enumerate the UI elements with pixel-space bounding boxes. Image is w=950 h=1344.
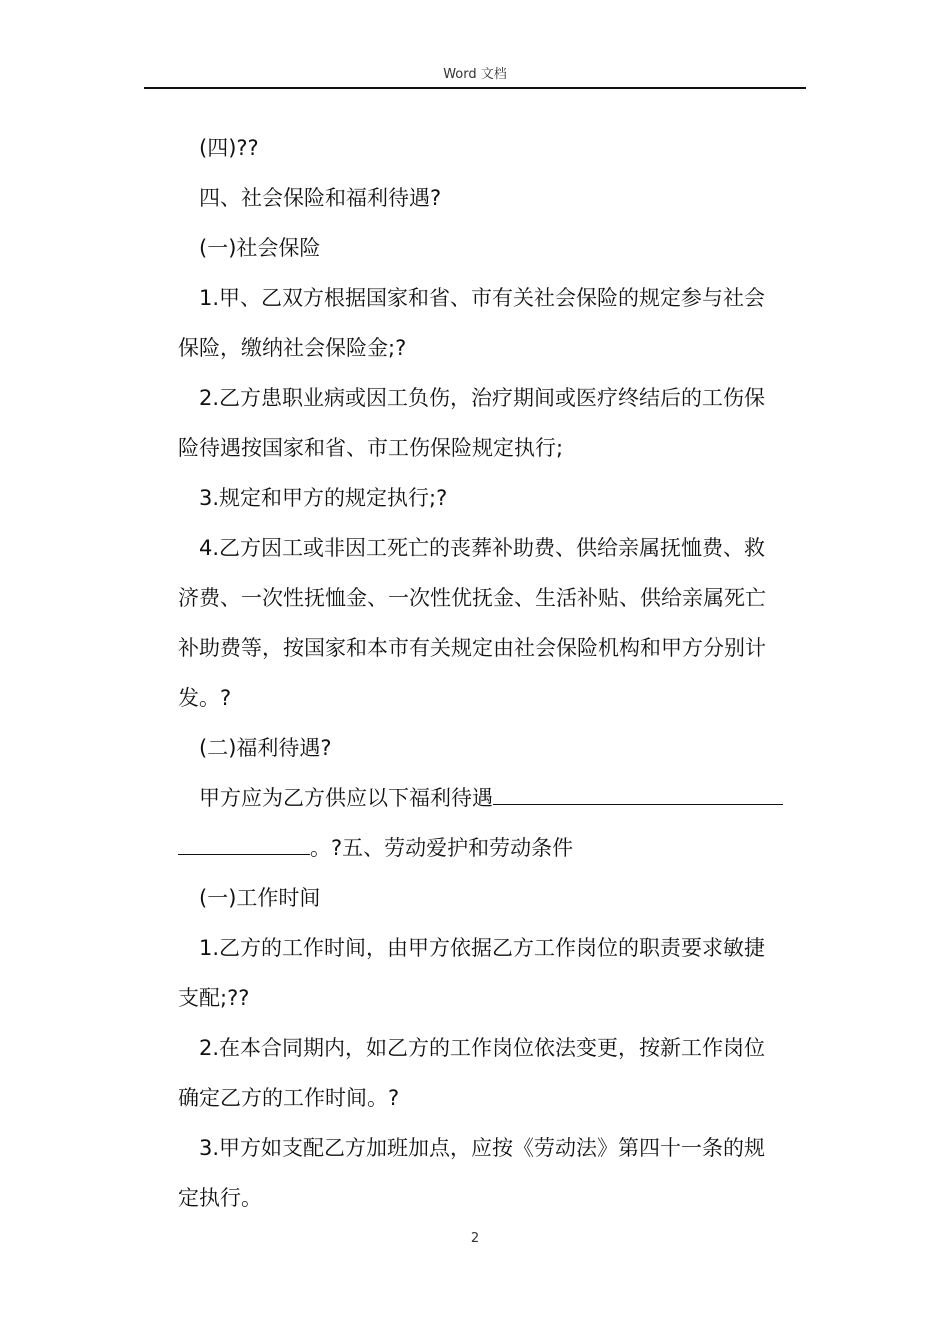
fill-blank-short <box>178 832 310 855</box>
paragraph-11-line-2: 支配;?? <box>178 986 250 1010</box>
paragraph-11-line-1: 1.乙方的工作时间，由甲方依据乙方工作岗位的职责要求敏捷 <box>199 936 766 960</box>
labor-protection-text: 。?五、劳动爱护和劳动条件 <box>310 836 574 860</box>
header-rule <box>144 87 806 89</box>
paragraph-4 <box>178 273 802 373</box>
paragraph-13-line-1: 3.甲方如支配乙方加班加点，应按《劳动法》第四十一条的规 <box>199 1136 766 1160</box>
paragraph-7-line-2: 济费、一次性抚恤金、一次性优抚金、生活补贴、供给亲属死亡 <box>178 586 766 610</box>
paragraph-9 <box>178 773 802 873</box>
paragraph-5-line-2: 险待遇按国家和省、市工伤保险规定执行; <box>178 436 564 460</box>
paragraph-3 <box>178 223 802 273</box>
paragraph-13-line-2: 定执行。 <box>178 1186 262 1210</box>
paragraph-1 <box>178 123 802 173</box>
paragraph-6 <box>178 473 802 523</box>
paragraph-7 <box>178 523 802 723</box>
paragraph-9-line-1 <box>178 773 802 823</box>
paragraph-12-line-2: 确定乙方的工作时间。? <box>178 1086 400 1110</box>
paragraph-10-line-1: (一)工作时间 <box>199 886 321 910</box>
welfare-text: 甲方应为乙方供应以下福利待遇 <box>199 786 493 810</box>
paragraph-1-line-1: (四)?? <box>199 136 259 160</box>
page-number: 2 <box>470 1231 480 1246</box>
paragraph-2 <box>178 173 802 223</box>
paragraph-4-line-1: 1.甲、乙双方根据国家和省、市有关社会保险的规定参与社会 <box>199 286 766 310</box>
fill-blank-long <box>493 782 783 805</box>
paragraph-12 <box>178 1023 802 1123</box>
paragraph-5-line-1: 2.乙方患职业病或因工负伤，治疗期间或医疗终结后的工伤保 <box>199 386 766 410</box>
paragraph-4-line-2: 保险，缴纳社会保险金;? <box>178 336 407 360</box>
paragraph-2-line-1: 四、社会保险和福利待遇? <box>199 186 442 210</box>
paragraph-10 <box>178 873 802 923</box>
paragraph-3-line-1: (一)社会保险 <box>199 236 321 260</box>
paragraph-11 <box>178 923 802 1023</box>
document-body <box>178 123 802 1223</box>
paragraph-9-line-2 <box>178 823 802 873</box>
paragraph-6-line-1: 3.规定和甲方的规定执行;? <box>199 486 448 510</box>
paragraph-5 <box>178 373 802 473</box>
paragraph-8 <box>178 723 802 773</box>
paragraph-7-line-4: 发。? <box>178 686 232 710</box>
paragraph-13 <box>178 1123 802 1223</box>
paragraph-8-line-1: (二)福利待遇? <box>199 736 332 760</box>
paragraph-7-line-1: 4.乙方因工或非因工死亡的丧葬补助费、供给亲属抚恤费、救 <box>199 536 766 560</box>
paragraph-12-line-1: 2.在本合同期内，如乙方的工作岗位依法变更，按新工作岗位 <box>199 1036 766 1060</box>
paragraph-7-line-3: 补助费等，按国家和本市有关规定由社会保险机构和甲方分别计 <box>178 636 766 660</box>
page-header: Word 文档 <box>443 67 507 82</box>
